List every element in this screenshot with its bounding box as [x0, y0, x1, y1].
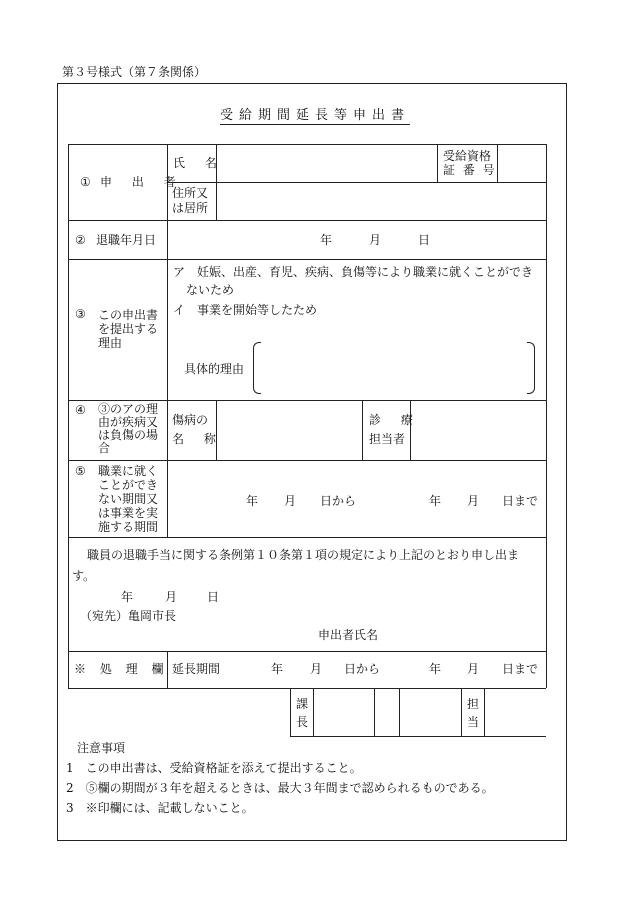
extension-from-month: 月	[310, 662, 323, 676]
stamp-rule	[484, 688, 485, 736]
table-rule	[546, 144, 547, 688]
section-chief-label-1: 課	[296, 697, 309, 711]
processing-label: ※ 処 理 欄	[74, 662, 169, 676]
table-rule	[68, 400, 546, 401]
option-i: イ 事業を開始等したため	[173, 303, 318, 317]
section-chief-label-2: 長	[296, 715, 309, 729]
staff-label-1: 担	[467, 697, 480, 711]
option-a-line1: ア 妊娠、出産、育児、疾病、負傷等により職業に就くことができ	[173, 265, 534, 279]
address-label-2: は居所	[172, 201, 209, 215]
form-frame	[57, 83, 567, 841]
row2-number: ②	[75, 233, 86, 247]
stamp-rule	[290, 688, 291, 736]
table-rule	[68, 651, 546, 652]
row5-label-4: は事業を実	[98, 506, 159, 520]
row4-label-3: は負傷の場	[98, 428, 159, 442]
period-from-day: 日から	[320, 494, 357, 508]
extension-from-year: 年	[271, 662, 284, 676]
row4-label-1: ③のアの理	[98, 402, 159, 416]
table-rule	[410, 400, 411, 460]
table-rule	[68, 220, 546, 221]
row5-label-5: 施する期間	[98, 520, 159, 534]
table-rule	[68, 460, 546, 461]
name-label: 氏 名	[173, 156, 225, 170]
declaration-month: 月	[165, 590, 178, 604]
doctor-label-1: 診 療	[369, 413, 421, 427]
staff-label-2: 当	[467, 715, 480, 729]
extension-to-day: 日まで	[502, 662, 539, 676]
retirement-month: 月	[369, 233, 382, 247]
cert-label-1: 受給資格	[443, 149, 492, 163]
stamp-rule	[461, 688, 462, 736]
retirement-date-label: 退職年月日	[96, 233, 157, 247]
row5-number: ⑤	[75, 464, 86, 478]
row1-number: ①	[80, 175, 91, 189]
form-title	[0, 104, 630, 123]
table-rule	[68, 688, 546, 689]
doctor-label-2: 担当者	[369, 432, 406, 446]
declaration-day: 日	[207, 590, 220, 604]
row5-label-1: 職業に就く	[98, 464, 159, 478]
retirement-day: 日	[418, 233, 431, 247]
declaration-line1: 職員の退職手当に関する条例第１０条第１項の規定により上記のとおり申し出ま	[87, 548, 520, 562]
option-a-line2: ないため	[186, 283, 235, 297]
table-rule	[68, 144, 69, 688]
row4-label-2: 由が疾病又	[98, 415, 159, 429]
table-rule	[362, 400, 363, 460]
specific-reason-label: 具体的理由	[184, 362, 245, 376]
row5-label-2: ことができ	[98, 478, 159, 492]
reason-bracket-left	[253, 342, 261, 394]
period-from-year: 年	[246, 494, 259, 508]
stamp-rule	[374, 688, 375, 736]
note-item-2: 2 ⑤欄の期間が３年を超えるときは、最大３年間まで認められるものである。	[66, 781, 494, 795]
table-rule	[497, 144, 498, 182]
period-from-month: 月	[284, 494, 297, 508]
row3-label-1: この申出書	[98, 308, 159, 322]
reason-bracket-right	[527, 342, 535, 394]
disease-label-1: 傷病の	[172, 413, 209, 427]
stamp-rule	[313, 688, 314, 736]
row5-label-3: ない期間又	[98, 492, 159, 506]
table-rule	[437, 144, 438, 182]
table-rule	[68, 537, 546, 538]
period-to-year: 年	[429, 494, 442, 508]
disease-label-2: 名 称	[172, 432, 224, 446]
stamp-rule	[399, 688, 400, 736]
addressee: （宛先）亀岡市長	[80, 609, 177, 623]
row4-number: ④	[75, 403, 86, 417]
declaration-year: 年	[121, 590, 134, 604]
form-number: 第３号様式（第７条関係）	[62, 65, 207, 79]
table-rule	[68, 259, 546, 260]
period-to-day: 日まで	[502, 494, 539, 508]
note-item-3: 3 ※印欄には、記載しないこと。	[66, 801, 254, 815]
notes-heading: 注意事項	[77, 741, 126, 755]
form-title-text: 受給期間延長等申出書	[219, 108, 410, 123]
cert-label-2: 証 番 号	[443, 163, 497, 177]
retirement-year: 年	[320, 233, 333, 247]
table-rule	[216, 400, 217, 460]
table-rule	[167, 144, 168, 537]
applicant-name-label: 申出者氏名	[318, 628, 379, 642]
note-item-1: 1 この申出書は、受給資格証を添えて提出すること。	[66, 761, 362, 775]
extension-to-month: 月	[467, 662, 480, 676]
row3-number: ③	[75, 307, 86, 321]
stamp-rule	[290, 736, 546, 737]
row3-label-2: を提出する	[98, 322, 159, 336]
declaration-line2: す。	[72, 569, 96, 583]
table-rule	[167, 182, 546, 183]
row4-label-4: 合	[98, 441, 111, 455]
row1-label: 申 出 者	[100, 175, 184, 189]
extension-to-year: 年	[429, 662, 442, 676]
period-to-month: 月	[467, 494, 480, 508]
row3-label-3: 理由	[98, 336, 123, 350]
table-rule	[68, 144, 546, 145]
extension-period-label: 延長期間	[172, 662, 221, 676]
extension-from-day: 日から	[344, 662, 381, 676]
address-label-1: 住所又	[172, 186, 209, 200]
